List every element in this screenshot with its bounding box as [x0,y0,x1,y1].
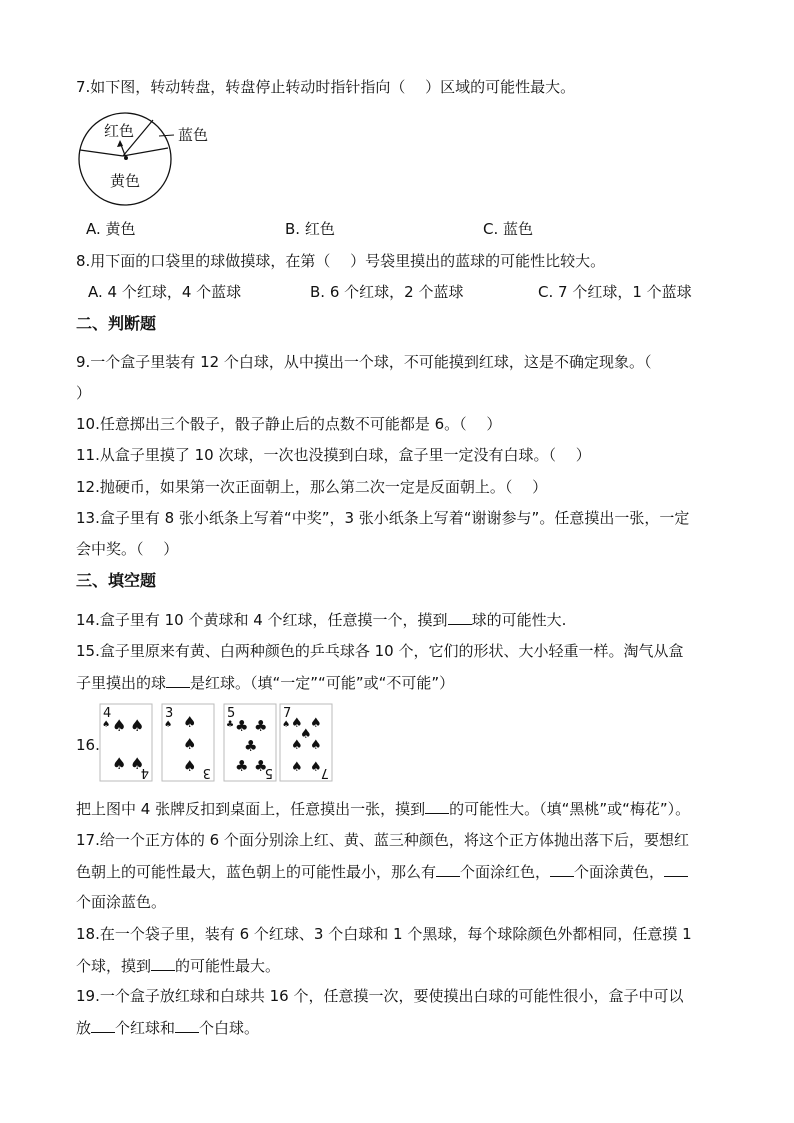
spade-pip: ♠ [291,716,303,731]
pointer-arrowhead [117,140,123,147]
spinner-center [124,156,128,160]
spinner-divider-left [80,150,123,156]
q17-blank-yellow[interactable] [550,860,574,877]
section-judgement-title: 二、判断题 [76,314,157,333]
spade-pip: ♠ [130,754,145,773]
q8-stem: 8.用下面的口袋里的球做摸球，在第（ ）号袋里摸出的蓝球的可能性比较大。 [76,252,606,270]
q10: 10.任意掷出三个骰子，骰子静止后的点数不可能都是 6。（ ） [76,415,502,433]
card-3-spades [162,704,214,781]
q17-line3: 个面涂蓝色。 [76,893,167,911]
spade-pip: ♠ [183,757,197,775]
card-7-spades [280,704,332,781]
spade-pip: ♠ [112,754,127,773]
spinner-label-red: 红色 [104,122,135,140]
section-fill-blank-title: 三、填空题 [76,571,157,590]
q14-text-after: 球的可能性大. [471,611,567,629]
card-rank-bottom: 7 [320,765,329,780]
playing-cards-figure [99,703,339,785]
q19-line2 [76,1016,259,1039]
q19-blank-white[interactable] [175,1016,199,1033]
q17-line1: 17.给一个正方体的 6 个面分别涂上红、黄、蓝三种颜色，将这个正方体抛出落下后，要想红 [76,831,689,849]
q15-line2 [76,671,454,694]
club-pip: ♣ [235,757,249,775]
q9-line2: ） [76,384,92,402]
card-5-clubs [224,704,276,781]
card-rank-bottom: 4 [140,765,149,780]
spade-pip: ♠ [310,738,322,753]
q16-number: 16. [76,736,100,754]
spade-pip: ♠ [310,760,322,775]
q18-blank[interactable] [151,954,175,971]
q19-text-b: 个红球和 [115,1019,176,1037]
q7-option-b[interactable]: B. 红色 [285,220,335,238]
q18-text-before: 个球，摸到 [76,957,152,975]
q19-line1: 19.一个盒子放红球和白球共 16 个，任意摸一次，要使摸出白球的可能性很小，盒子中可以 [76,987,684,1005]
q15-blank[interactable] [166,671,190,688]
card-suit-small: ♠ [102,720,111,730]
q14 [76,608,566,631]
spade-pip: ♠ [291,760,303,775]
q16-blank[interactable] [425,797,449,814]
q8-option-c[interactable]: C. 7 个红球，1 个蓝球 [538,283,692,301]
q17-text-c: 个面涂黄色， [574,863,665,881]
q17-text-b: 个面涂红色， [460,863,551,881]
q7-stem: 7.如下图，转动转盘，转盘停止转动时指针指向（ ）区域的可能性最大。 [76,78,576,96]
q17-blank-blue[interactable] [664,860,688,877]
card-suit-small: ♣ [226,720,235,730]
club-pip: ♣ [244,737,258,755]
q12: 12.抛硬币，如果第一次正面朝上，那么第二次一定是反面朝上。（ ） [76,478,548,496]
card-4-spades [100,704,152,781]
q19-blank-red[interactable] [91,1016,115,1033]
club-pip: ♣ [254,717,268,735]
q17-text-a: 色朝上的可能性最大，蓝色朝上的可能性最小，那么有 [76,863,437,881]
q9-line1: 9.一个盒子里装有 12 个白球，从中摸出一个球，不可能摸到红球，这是不确定现象。（ [76,353,652,371]
q18-text-after: 的可能性最大。 [175,957,281,975]
spinner-label-yellow: 黄色 [110,172,141,190]
card-rank-top: 7 [283,706,292,721]
q13-line1: 13.盒子里有 8 张小纸条上写着“中奖”，3 张小纸条上写着“谢谢参与”。任意摸出一张，一定 [76,509,690,527]
q16-text-after: 的可能性大。（填“黑桃”或“梅花”）。 [449,800,691,818]
q16-text [76,797,690,820]
q13-line2: 会中奖。（ ） [76,540,179,558]
spade-pip: ♠ [291,738,303,753]
q17-line2 [76,860,688,883]
card-rank-top: 5 [227,706,236,721]
card-rank-bottom: 3 [202,765,211,780]
q14-text-before: 14.盒子里有 10 个黄球和 4 个红球，任意摸一个，摸到 [76,611,448,629]
spade-pip: ♠ [300,727,312,742]
q15-text-after: 是红球。（填“一定”“可能”或“不可能”） [190,674,455,692]
card-suit-small: ♠ [164,720,173,730]
q17-blank-red[interactable] [436,860,460,877]
q19-text-c: 个白球。 [199,1019,260,1037]
q15-text-before: 子里摸出的球 [76,674,167,692]
q8-option-b[interactable]: B. 6 个红球，2 个蓝球 [310,283,464,301]
spade-pip: ♠ [112,716,127,735]
q8-option-a[interactable]: A. 4 个红球，4 个蓝球 [88,283,242,301]
card-suit-small: ♠ [282,720,291,730]
card-rank-bottom: 5 [264,765,273,780]
blue-label-leader [159,135,174,136]
spinner-label-blue: 蓝色 [178,126,209,144]
q18-line1: 18.在一个袋子里，装有 6 个红球、3 个白球和 1 个黑球，每个球除颜色外都相同，任意摸 1 [76,925,692,943]
card-rank-top: 4 [103,706,112,721]
spade-pip: ♠ [310,716,322,731]
club-pip: ♣ [254,757,268,775]
spade-pip: ♠ [183,735,197,753]
q19-text-a: 放 [76,1019,92,1037]
q15-line1: 15.盒子里原来有黄、白两种颜色的乒乓球各 10 个，它们的形状、大小轻重一样。淘气从盒 [76,642,684,660]
q11: 11.从盒子里摸了 10 次球，一次也没摸到白球，盒子里一定没有白球。（ ） [76,446,591,464]
club-pip: ♣ [235,717,249,735]
q7-option-a[interactable]: A. 黄色 [86,220,136,238]
spade-pip: ♠ [183,713,197,731]
q18-line2 [76,954,280,977]
spinner-figure [76,106,226,216]
q14-blank[interactable] [448,608,472,625]
spinner-divider-right [123,148,168,156]
q7-option-c[interactable]: C. 蓝色 [483,220,534,238]
card-rank-top: 3 [165,706,174,721]
spade-pip: ♠ [130,716,145,735]
q16-text-before: 把上图中 4 张牌反扣到桌面上，任意摸出一张，摸到 [76,800,426,818]
